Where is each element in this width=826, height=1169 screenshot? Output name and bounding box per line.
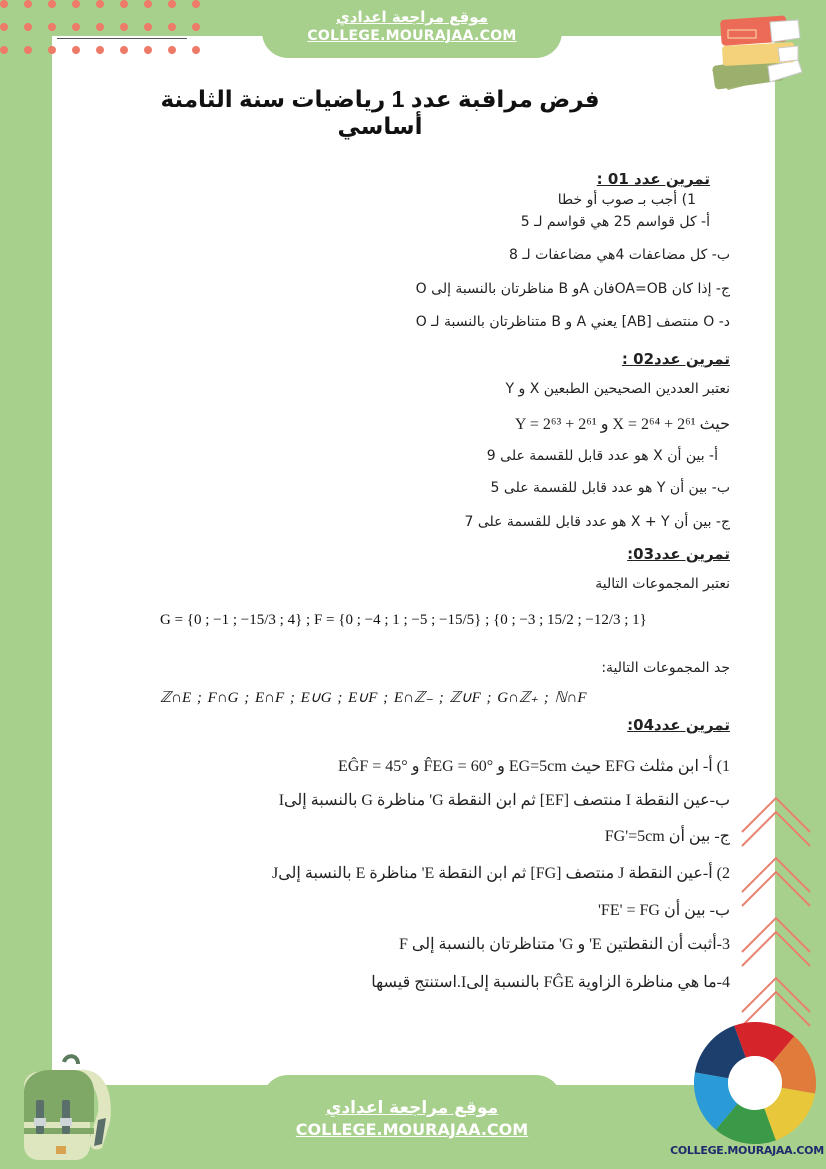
document-title: فرض مراقبة عدد 1 رياضيات سنة الثامنة أساسي [160,86,600,139]
exercise-4-item: 4-ما هي مناظرة الزاوية FĜE بالنسبة إلىI.استنتج قيسها [371,974,730,991]
exercise-2-intro: نعتبر العددين الصحيحين الطبعين X و Y [505,381,730,397]
header-banner[interactable] [262,0,562,58]
exercise-3 [450,545,730,605]
chevron-up-icon [738,912,814,968]
top-rule [57,38,187,39]
exercise-2-item: ج- بين أن X + Y هو عدد قابل للقسمة على 7 [464,514,730,530]
exercise-2-item: ب- بين أن Y هو عدد قابل للقسمة على 5 [490,480,730,496]
exercise-1-item: ج- إذا كان OA=OBفان Aو B مناظرتان بالنسبة إلى O [415,281,730,297]
exercise-3-operations: ℤ∩E ; F∩G ; E∩F ; E∪G ; E∪F ; E∩ℤ₋ ; ℤ∪F ; G∩ℤ₊ ; ℕ∩F [160,690,587,706]
exercise-1 [380,170,730,340]
exercise-1-instruction: 1) أجب بـ صوب أو خطا [557,192,696,208]
exercise-4-item: ج- بين أن FG'=5cm [604,828,730,845]
exercise-2 [450,350,730,540]
footer-site-name[interactable]: موقع مراجعة اعدادي [325,1098,499,1118]
exercise-3-task: جد المجموعات التالية: [601,660,730,676]
exercise-3-task-wrap [450,660,730,682]
exercise-4-item: ب-عين النقطة I منتصف [EF] ثم ابن النقطة G' مناظرة G بالنسبة إلىI [278,792,730,809]
exercise-4-heading: تمرين عدد04: [627,716,730,734]
exercise-1-heading: تمرين عدد 01 : [596,170,710,188]
exercise-2-item: أ- بين أن X هو عدد قابل للقسمة على 9 [486,448,718,464]
decorative-dots [0,0,200,60]
footer-logo-label[interactable]: COLLEGE.MOURAJAA.COM [670,1144,824,1157]
chevron-up-icon [738,792,814,848]
chevron-up-icon [738,972,814,1028]
header-site-name[interactable]: موقع مراجعة اعدادي [336,8,488,26]
exercise-1-item: ب- كل مضاعفات 4هي مضاعفات لـ 8 [508,247,730,263]
footer-banner[interactable] [262,1075,562,1169]
header-site-url[interactable]: COLLEGE.MOURAJAA.COM [307,28,517,44]
footer-site-url[interactable]: COLLEGE.MOURAJAA.COM [295,1120,529,1139]
exercise-1-item: أ- كل قواسم 25 هي قواسم لـ 5 [520,214,710,230]
chevron-up-icon [738,852,814,908]
exercise-2-heading: تمرين عدد02 : [621,350,730,368]
exercise-2-definition: حيث X = 2⁶⁴ + 2⁶¹ و Y = 2⁶³ + 2⁶¹ [514,416,730,433]
subjects-wheel-logo [694,1022,816,1144]
exercise-4-item: 3-أثبت أن النقطتين E' و G' متناظرتان بالنسبة إلى F [398,936,730,953]
exercise-3-heading: تمرين عدد03: [627,545,730,563]
exercise-4-item: ب- بين أن FE' = FG' [598,902,730,919]
exercise-4-item: 1) أ- ابن مثلث EFG حيث EG=5cm و F̂EG = 60° و EĜF = 45° [338,758,730,775]
exercise-4 [271,716,730,996]
exercise-3-intro: نعتبر المجموعات التالية [595,576,730,592]
exercise-4-item: 2) أ-عين النقطة J منتصف [FG] ثم ابن النقطة E' مناظرة E بالنسبة إلىJ [271,865,730,882]
exercise-1-item: د- O منتصف [AB] يعني A و B متناظرتان بالنسبة لـ O [415,314,730,330]
books-icon [698,8,808,98]
exercise-3-sets: G = {0 ; −1 ; −15/3 ; 4} ; F = {0 ; −4 ; 1 ; −5 ; −15/5} ; {0 ; −3 ; 15/2 ; −12/3 ; 1} [160,612,647,628]
backpack-icon [14,1052,114,1164]
